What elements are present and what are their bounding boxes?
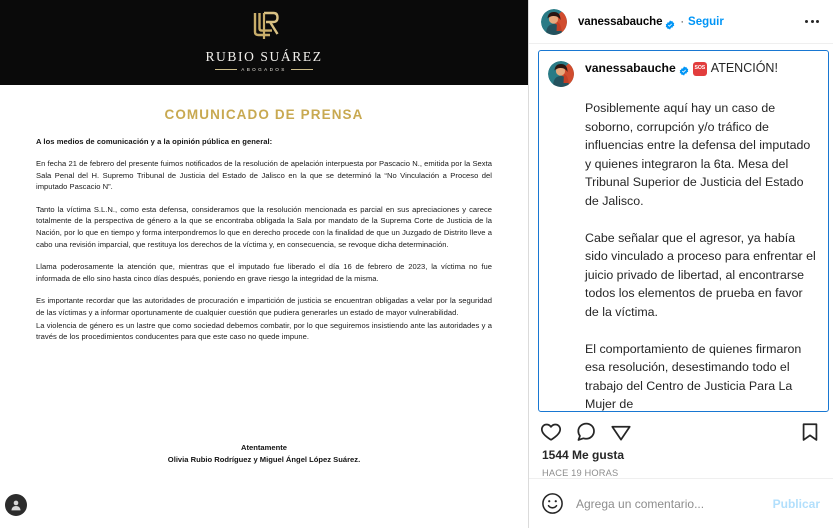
rule-right xyxy=(291,69,313,70)
document-title: COMUNICADO DE PRENSA xyxy=(164,107,364,122)
document-paragraph-2: Tanto la víctima S.L.N., como esta defensa, consideramos que la resolución mencionada es parcial en sus apreciaciones y carece totalmente de la perspectiva de género a la que se encontraba obligada la Sala por mandato de la Suprema Corte de Justicia de la Nación, por lo que en tiempo y forma interpondremos lo que en derecho procede con la finalidad de que un Juzgado de Distrito lleve a cabo una revisión imparcial, que restituya los derechos de la víctima y, en consecuencia, se revoque dicha determinación. xyxy=(36,204,492,249)
emoji-smiley-icon[interactable] xyxy=(541,492,564,515)
follow-button[interactable]: Seguir xyxy=(688,15,724,28)
document-paragraph-1: En fecha 21 de febrero del presente fuimos notificados de la resolución de apelación interpuesta por Pascacio N., emitida por la Sexta Sala Penal del H. Supremo Tribunal de Justicia del Estado de Jalisco en la que se determinó la “No Vinculación a Proceso del imputado Pascacio N”. xyxy=(36,159,492,192)
dot-2 xyxy=(811,20,814,23)
tagged-account-avatar[interactable] xyxy=(5,494,27,516)
caption-paragraph-2: Cabe señalar que el agresor, ya había sido vinculado a proceso para enfrentar el juicio privado de libertad, al encontrarse todos los elementos de prueba en favor de la víctima. xyxy=(585,230,816,319)
rs-monogram-icon xyxy=(246,10,282,47)
firm-subtitle-row xyxy=(215,67,313,72)
header-username[interactable]: vanessabauche xyxy=(578,15,663,28)
verified-badge-icon xyxy=(679,64,689,74)
signoff-names: Olivia Rubio Rodríguez y Miguel Ángel López Suárez. xyxy=(167,454,361,464)
caption-headline: ATENCIÓN! xyxy=(710,61,778,75)
document-paragraph-3: Llama poderosamente la atención que, mientras que el imputado fue liberado el día 16 de febrero de 2023, la víctima no fue informada de ello sino hasta cinco días después, poniendo en grave riesgo la integridad de la misma. xyxy=(36,262,492,283)
bookmark-icon[interactable] xyxy=(799,421,821,443)
caption-scroll-region[interactable] xyxy=(538,50,829,412)
caption-paragraph-1: Posiblemente aquí hay un caso de soborno, corrupción y/o tráfico de influencias entre la defensa del imputado y quienes integraron la 6ta. Mesa del Tribunal Superior de Justicia del Estado de Jalisco. xyxy=(585,101,811,208)
post-header xyxy=(529,0,833,44)
firm-name: RUBIO SUÁREZ xyxy=(205,48,323,64)
more-options-icon[interactable] xyxy=(805,16,819,27)
caption-header-text xyxy=(585,60,778,77)
document-paragraph-5: La violencia de género es un lastre que como sociedad debemos combatir, por lo que seguiremos insistiendo ante las autoridades y a través de los procedimientos conducentes para que este caso no quede impune. xyxy=(36,320,492,342)
post-sidebar xyxy=(529,0,833,528)
verified-badge-icon xyxy=(665,17,675,27)
caption-author-avatar[interactable] xyxy=(548,61,574,87)
post-action-bar xyxy=(529,412,833,446)
post-timestamp: HACE 19 HORAS xyxy=(542,468,619,478)
dot-1 xyxy=(805,20,808,23)
caption-username[interactable]: vanessabauche xyxy=(585,61,676,75)
document-lead: A los medios de comunicación y a la opinión pública en general: xyxy=(36,137,273,146)
caption-header xyxy=(548,60,818,87)
heart-icon[interactable] xyxy=(540,421,562,443)
header-separator: · xyxy=(680,15,685,28)
document-body xyxy=(0,85,528,528)
document-signoff xyxy=(0,442,528,465)
publish-button[interactable]: Publicar xyxy=(772,496,820,511)
firm-subtitle: ABOGADOS xyxy=(241,66,287,72)
signoff-title: Atentamente xyxy=(241,443,287,452)
rule-left xyxy=(215,69,237,70)
comment-composer xyxy=(529,478,833,528)
sos-emoji: SOS xyxy=(693,62,707,76)
firm-logo xyxy=(205,10,322,72)
profile-avatar[interactable] xyxy=(541,9,567,35)
caption-paragraph-3: El comportamiento de quienes firmaron esa resolución, desestimando todo el trabajo del Centro de Justicia Para La Mujer de xyxy=(585,341,802,411)
likes-count[interactable]: 1544 Me gusta xyxy=(542,448,625,462)
comment-input[interactable] xyxy=(576,497,773,511)
dot-3 xyxy=(816,20,819,23)
caption-text xyxy=(585,99,818,411)
person-icon xyxy=(10,499,22,511)
document-paragraph-4: Es importante recordar que las autoridades de procuración e impartición de justicia se encuentran obligadas a velar por la seguridad de las víctimas y a informar oportunamente de cualquier cuestión que pudiera generarles un estado de mayor vulnerabilidad. xyxy=(36,296,492,317)
share-paper-plane-icon[interactable] xyxy=(610,421,632,443)
letterhead-header xyxy=(0,0,528,85)
comment-bubble-icon[interactable] xyxy=(575,421,597,443)
caption-content xyxy=(539,51,828,411)
